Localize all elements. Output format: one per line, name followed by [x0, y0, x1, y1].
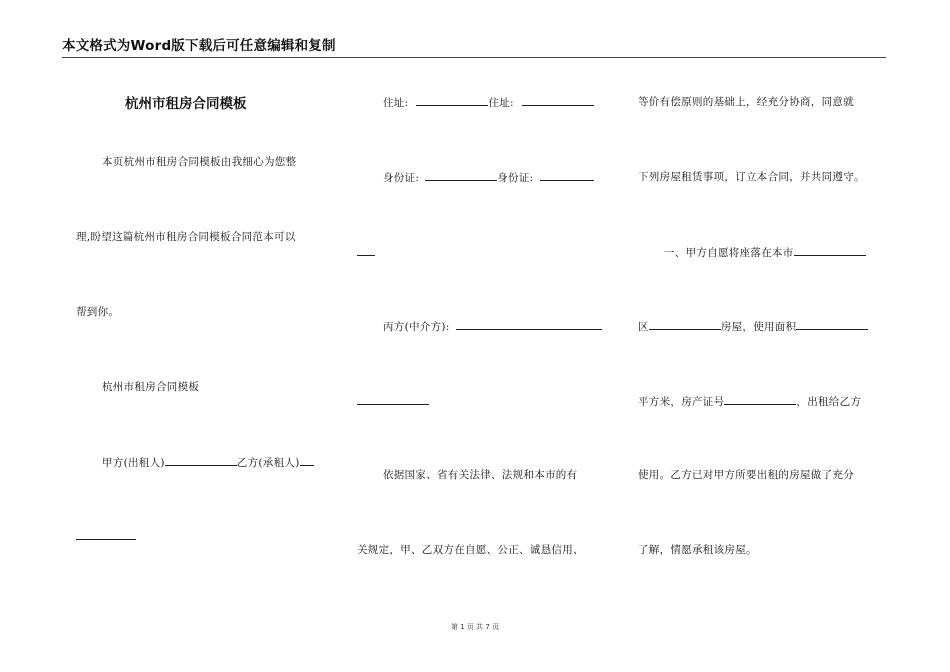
id-b-label: 身份证: [497, 172, 534, 184]
id-blank-cont-line [357, 244, 375, 259]
party-a-label: 甲方(出租人) [102, 457, 165, 469]
address-b-blank[interactable] [522, 94, 594, 106]
address-line [383, 94, 594, 110]
party-c-blank[interactable] [456, 318, 602, 330]
id-b-blank[interactable] [540, 169, 594, 181]
column-1 [76, 0, 321, 672]
parties-line [102, 454, 314, 470]
city-blank[interactable] [794, 244, 866, 256]
page-footer: 第 1 页 共 7 页 [450, 623, 500, 631]
document-title: 杭州市租房合同模板 [125, 96, 247, 112]
intro-line-1: 本页杭州市租房合同模板由我细心为您整 [102, 156, 297, 168]
district-blank[interactable] [649, 318, 721, 330]
clause-1-text: 一、甲方自愿将座落在本市 [664, 247, 794, 259]
basis-line-2: 关规定，甲、乙双方在自愿、公正、诚恳信用、 [357, 544, 584, 556]
address-a-label: 住址: [383, 97, 409, 109]
column-3 [638, 0, 883, 672]
certificate-blank[interactable] [724, 393, 796, 405]
clause-1-line-2 [638, 318, 868, 334]
address-a-blank[interactable] [416, 94, 488, 106]
column-2 [357, 0, 602, 672]
party-b-blank-cont-line [76, 528, 136, 543]
rent-to-label: ，出租给乙方 [796, 396, 862, 408]
party-b-label: 乙方(承租人) [236, 457, 300, 469]
certificate-label: 平方米，房产证号 [638, 396, 725, 408]
address-b-label: 住址: [488, 97, 514, 109]
clause-1-line-4: 使用。乙方已对甲方所要出租的房屋做了充分 [638, 469, 854, 481]
party-b-blank[interactable] [300, 454, 314, 466]
clause-1-line-5: 了解，情愿承租该房屋。 [638, 544, 757, 556]
principle-line-1: 等价有偿原则的基础上，经充分协商，同意就 [638, 96, 854, 108]
document-header: 本文格式为Word版下载后可任意编辑和复制 [62, 34, 886, 58]
district-label: 区 [638, 321, 649, 333]
intro-line-2: 理,盼望这篇杭州市租房合同模板合同范本可以 [76, 231, 296, 243]
party-c-blank-cont-line [357, 393, 429, 408]
party-c-blank-cont[interactable] [357, 393, 429, 405]
id-b-blank-cont[interactable] [357, 244, 375, 256]
clause-1-line-1 [664, 244, 866, 260]
party-c-label: 丙方(中介方): [383, 321, 450, 333]
principle-line-2: 下列房屋租赁事项，订立本合同，并共同遵守。 [638, 171, 865, 183]
basis-line-1: 依据国家、省有关法律、法规和本市的有 [383, 469, 578, 481]
party-b-blank-cont[interactable] [76, 528, 136, 540]
id-a-label: 身份证: [383, 172, 420, 184]
house-area-label: 房屋，使用面积 [720, 321, 797, 333]
party-a-blank[interactable] [165, 454, 237, 466]
intro-line-3: 帮到你。 [76, 306, 120, 318]
area-blank[interactable] [796, 318, 868, 330]
id-line [383, 169, 594, 185]
subtitle-line: 杭州市租房合同模板 [102, 381, 200, 393]
id-a-blank[interactable] [425, 169, 497, 181]
party-c-line [383, 318, 602, 334]
clause-1-line-3 [638, 393, 861, 409]
